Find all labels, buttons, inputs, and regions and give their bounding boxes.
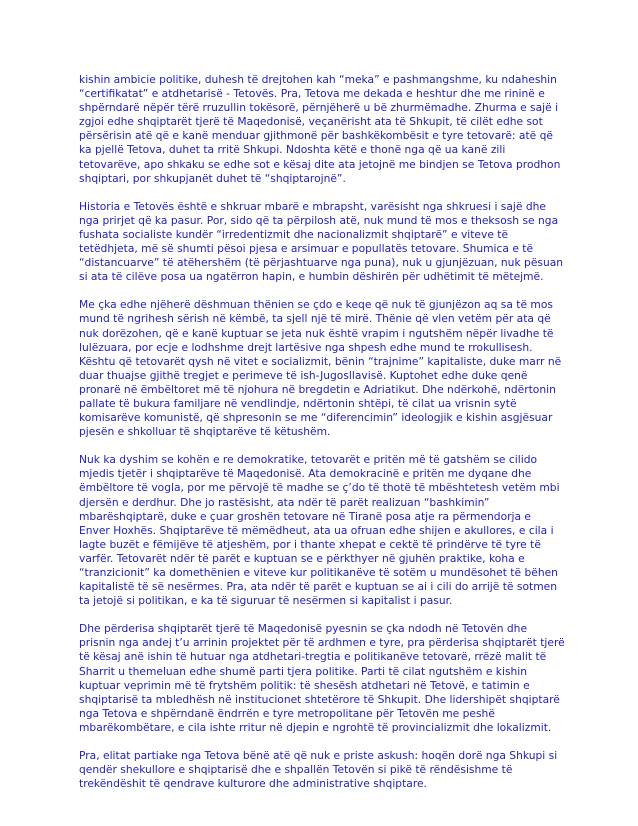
paragraph-5: Dhe përderisa shqiptarët tjerë të Maqedonisë pyesnin se çka ndodh në Tetovën dhe prisnin nga andej t’u arrinin projektet për të ardhmen e tyre, pra përderisa shqiptarët tjerë të kësaj anë ishin të hutuar nga atdhetari-tregtia e politikanëve tetovarë, rrëzë malit të Sharrit u themeluan edhe shumë parti tjera politike. Parti të cilat ngutshëm e kishin kuptuar veprimin më të frytshëm politik: të shesësh atdhetari në Tetovë, e tatimin e shqiptarisë ta mbledhësh në institucionet shtetërore të Shkupit. Dhe lidershipët shqiptarë nga Tetova e shpërndanë ëndrrën e tyre metropolitane për Tetovën me peshë mbarëkombëtare, e cila ishte rritur në djepin e ngrohtë të provincializmit dhe lokalizmit. [79, 622, 565, 734]
paragraph-2: Historia e Tetovës është e shkruar mbarë e mbrapsht, varësisht nga shkruesi i sajë dhe nga prirjet që ka pasur. Por, sido që ta përpilosh atë, nuk mund të mos e theksosh se nga fushata socialiste kundër “irredentizmit dhe nacionalizmit shqiptarë” e viteve të tetëdhjeta, më së shumti pësoi pjesa e arsimuar e popullatës tetovare. Shumica e të “distancuarve” të atëhershëm (të përjashtuarve nga puna), nuk u gjunjëzuan, nuk pësuan si ata të cilëve posa ua ngatërron hapin, e humbin dëshirën për udhëtimit të mëtejmë. [79, 199, 564, 284]
paragraph-3: Me çka edhe njëherë dëshmuan thënien se çdo e keqe që nuk të gjunjëzon aq sa të mos mund të ngrihesh sërish në këmbë, ta sjell një të mirë. Thënie që vlen vetëm për ata që nuk dorëzohen, që e kanë kuptuar se jeta nuk është vrapim i ngutshëm nëpër livadhe të lulëzuara, por ecje e lodhshme drejt lartësive nga shpesh edhe mund te rrokullisesh. Kështu që tetovarët qysh në vitet e socializmit, bënin “trajnime” kapitaliste, duke marr në duar thuajse gjithë tregjet e perimeve të ish-Jugosllavisë. Kuptohet edhe duke qenë pronarë në ëmbëltoret më të njohura në bregdetin e Adriatikut. Dhe ndërkohë, ndërtonin pallate të bukura familjare në vendlindje, ndërtonin shtëpi, të cilat ua vrisnin sytë komisarëve komunistë, që shpresonin se me “diferencimin” ideologjik e kishin asgjësuar pjesën e shkolluar të shqiptarëve të këtushëm. [79, 298, 562, 439]
paragraph-1: kishin ambicie politike, duhesh të drejtohen kah “meka” e pashmangshme, ku ndaheshin “certifikatat” e atdhetarisë - Tetovës. Pra, Tetova me dekada e heshtur dhe me rininë e shpërndarë nëpër tërë rruzullin tokësorë, përnjëherë u bë zhurmëmadhe. Zhurma e sajë i zgjoi edhe shqiptarët tjerë të Maqedonisë, veçanërisht ata të Shkupit, të cilët edhe sot përsërisin atë që e kanë menduar gjithmonë për bashkëkombësit e tyre tetovarë: atë që ka pjellë Tetova, duhet ta rritë Shkupi. Ndoshta këtë e thonë nga që ua kanë zili tetovarëve, apo shkaku se edhe sot e kësaj dite ata jetojnë me bindjen se Tetova prodhon shqiptari, por shkupjanët duhet të “shqiptarojnë”. [79, 73, 561, 185]
document-page [79, 73, 565, 805]
paragraph-4: Nuk ka dyshim se kohën e re demokratike, tetovarët e pritën më të gatshëm se cilido mjedis tjetër i shqiptarëve të Maqedonisë. Ata demokracinë e pritën me dyqane dhe ëmbëltore të vogla, por me përvojë të madhe se ç’do të thotë të mbështetesh vetëm mbi djersën e derdhur. Dhe jo rastësisht, ata ndër të parët realizuan “bashkimin” mbarëshqiptarë, duke e çuar groshën tetovare në Tiranë posa atje ra përmendorja e Enver Hoxhës. Shqiptarëve të mëmëdheut, ata ua ofruan edhe shijen e akullores, e cila i lagte buzët e fëmijëve të atjeshëm, por i thante xhepat e cektë të prindërve të tyre të varfër. Tetovarët ndër të parët e kuptuan se e përkthyer në gjuhën praktike, koha e “tranzicionit” ka domethënien e viteve kur politikanëve të sotëm u mundësohet të bëhen kapitalistë të së nesërmes. Pra, ata ndër të parët e kuptuan se ai i cili do arrijë të sotmen ta jetojë si politikan, e ka të siguruar të nesërmen si kapitalist i pasur. [79, 453, 560, 608]
paragraph-6: Pra, elitat partiake nga Tetova bënë atë që nuk e priste askush: hoqën dorë nga Shkupi si qendër shekullore e shqiptarisë dhe e shpallën Tetovën si pikë të rëndësishme të trekëndëshit të qendrave kulturore dhe administrative shqiptare. [79, 749, 558, 791]
